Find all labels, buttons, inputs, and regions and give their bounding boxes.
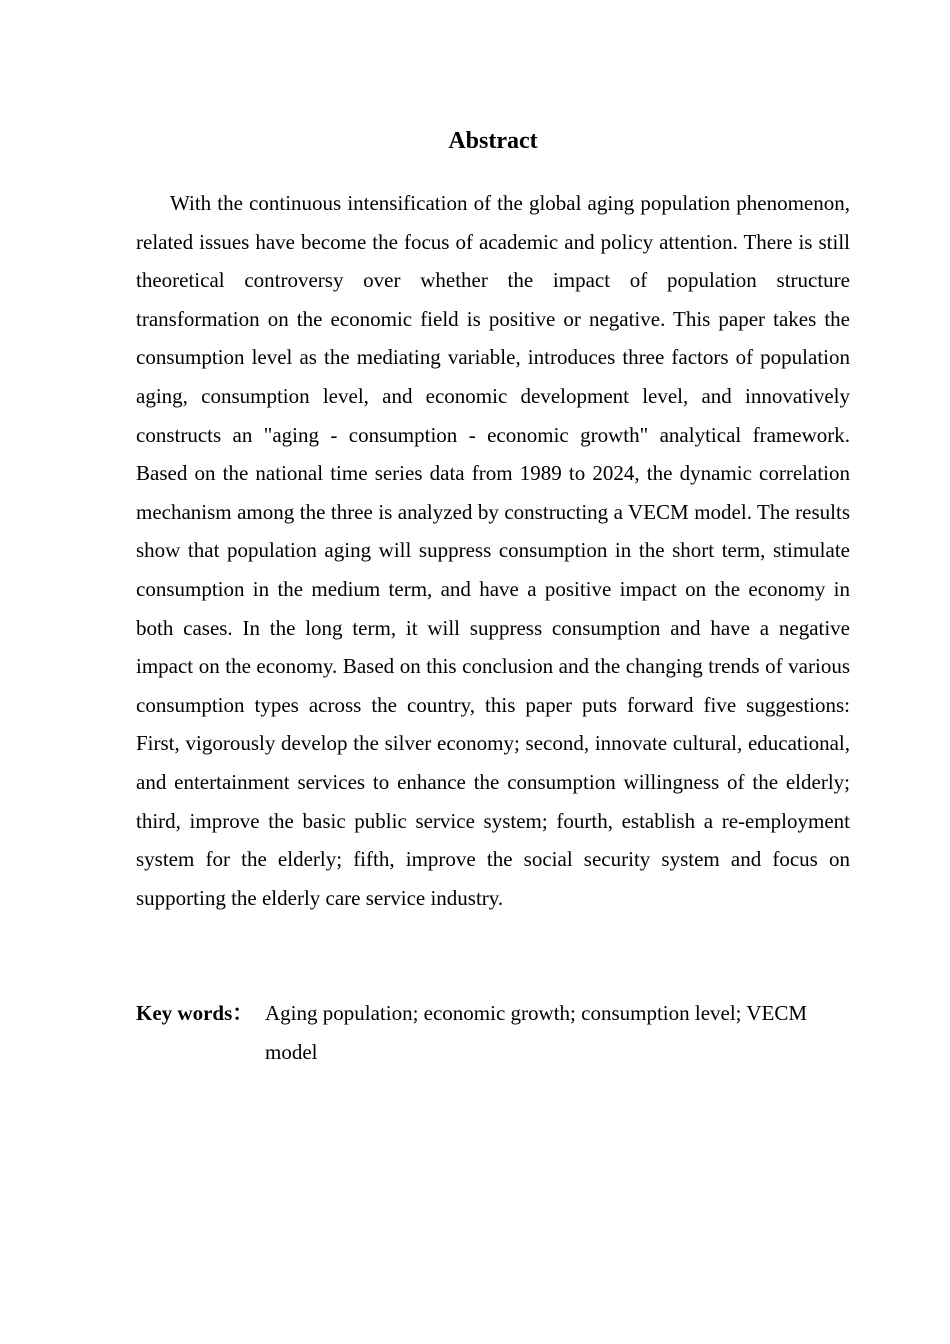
abstract-body: With the continuous intensification of the global aging population phenomenon, related issues have become the focus of academic and policy attention. There is still theoretical controversy over whether the impact of population structure transformation on the economic field is positive or negative. This paper takes the consumption level as the mediating variable, introduces three factors of population aging, consumption level, and economic development level, and innovatively constructs an "aging - consumption - economic growth" analytical framework. Based on the national time series data from 1989 to 2024, the dynamic correlation mechanism among the three is analyzed by constructing a VECM model. The results show that population aging will suppress consumption in the short term, stimulate consumption in the medium term, and have a positive impact on the economy in both cases. In the long term, it will suppress consumption and have a negative impact on the economy. Based on this conclusion and the changing trends of various consumption types across the country, this paper puts forward five suggestions: First, vigorously develop the silver economy; second, innovate cultural, educational, and entertainment services to enhance the consumption willingness of the elderly; third, improve the basic public service system; fourth, establish a re-employment system for the elderly; fifth, improve the social security system and focus on supporting the elderly care service industry. — [136, 191, 850, 910]
keywords-section — [136, 994, 850, 1071]
keywords-label: Key words： — [136, 1001, 254, 1025]
abstract-title: Abstract — [448, 128, 538, 154]
keywords-text: Aging population; economic growth; consumption level; VECM model — [265, 1001, 808, 1064]
